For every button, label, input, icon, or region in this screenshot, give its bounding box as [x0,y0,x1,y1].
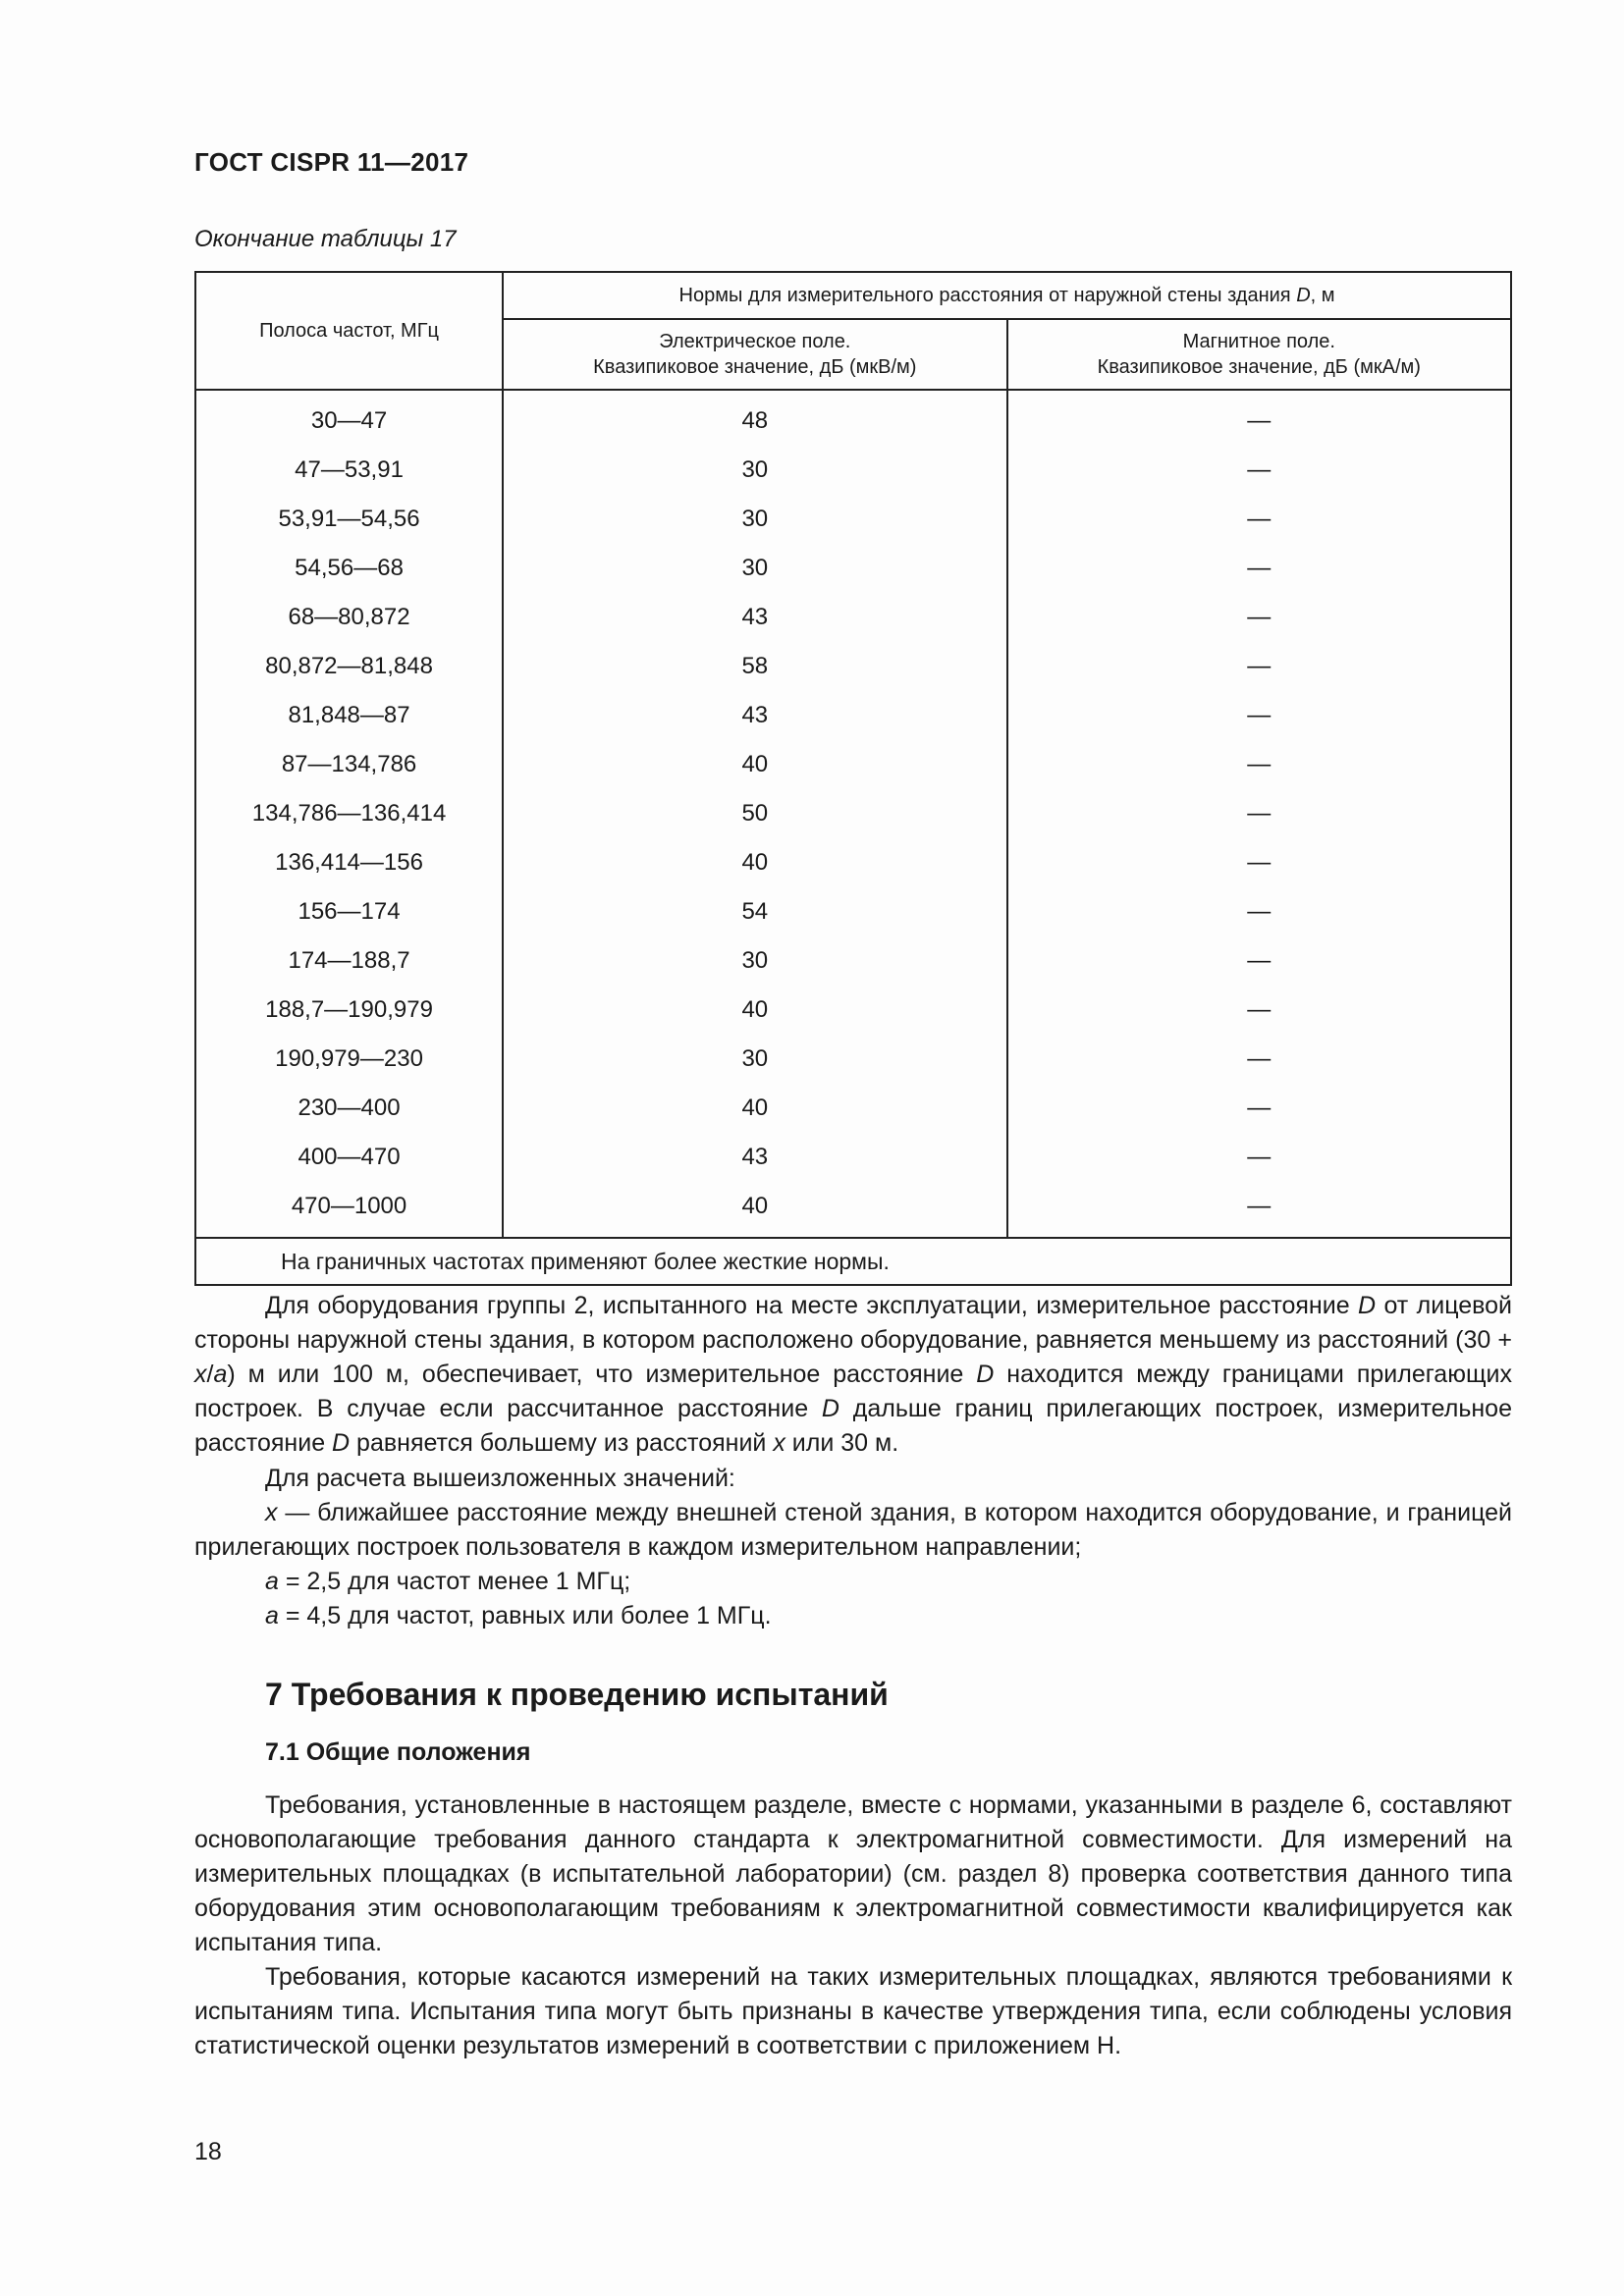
frequency-band-cell: 470—1000 [195,1182,503,1238]
p1-var-d1: D [1358,1292,1377,1319]
table-row [195,838,1511,887]
magnetic-field-norm-cell: — [1007,838,1511,887]
frequency-band-cell: 54,56—68 [195,544,503,593]
electric-field-norm-cell: 54 [503,887,1006,936]
x-variable: x [265,1499,278,1526]
table-row [195,642,1511,691]
electric-field-norm-cell: 40 [503,838,1006,887]
p1-var-d3: D [821,1395,839,1422]
table-footnote: На граничных частотах применяют более жесткие нормы. [195,1238,1511,1285]
norms-table [194,271,1512,1286]
magnetic-header-line1: Магнитное поле. [1182,331,1335,352]
p1-text-a: Для оборудования группы 2, испытанного на месте эксплуатации, измерительное расстояние [265,1292,1358,1319]
group-header-variable: D [1296,285,1311,306]
paragraph-a-high [194,1599,1512,1633]
table-row [195,593,1511,642]
electric-field-norm-cell: 43 [503,691,1006,740]
paragraph-group2-distance [194,1289,1512,1461]
frequency-band-cell: 188,7—190,979 [195,986,503,1035]
frequency-band-cell: 87—134,786 [195,740,503,789]
table-row [195,390,1511,446]
electric-field-norm-cell: 50 [503,789,1006,838]
magnetic-field-norm-cell: — [1007,691,1511,740]
document-id-header: ГОСТ CISPR 11—2017 [194,147,469,177]
magnetic-field-norm-cell: — [1007,495,1511,544]
frequency-band-cell: 47—53,91 [195,446,503,495]
column-header-frequency-band: Полоса частот, МГц [195,272,503,390]
electric-field-norm-cell: 43 [503,593,1006,642]
a-high-text: = 4,5 для частот, равных или более 1 МГц. [278,1602,772,1629]
p1-slash: / [206,1361,214,1388]
page-number: 18 [194,2138,222,2165]
p1-text-k: дальше границ прилегающих построек, измерительное расстояние [194,1395,1512,1457]
electric-field-norm-cell: 30 [503,495,1006,544]
table-row [195,1084,1511,1133]
paragraph-general-requirements: Требования, установленные в настоящем разделе, вместе с нормами, указанными в разделе 6, составляют основополагающие требования данного стандарта к электромагнитной совместимости. Для измерений на измерительных площадках (в испытательной лаборатории) (см. раздел 8) проверка соответствия данного типа оборудования этим основополагающим требованиям к электромагнитной совместимости квалифицируется как испытания типа. [194,1791,1512,1956]
table-row [195,1182,1511,1238]
paragraph-x-definition [194,1496,1512,1565]
column-header-electric-field [503,319,1006,390]
frequency-band-cell: 174—188,7 [195,936,503,986]
table-row [195,446,1511,495]
p1-var-d4: D [332,1429,351,1457]
table-row [195,1035,1511,1084]
column-group-header-norms [503,272,1511,319]
magnetic-field-norm-cell: — [1007,446,1511,495]
frequency-band-cell: 53,91—54,56 [195,495,503,544]
magnetic-field-norm-cell: — [1007,593,1511,642]
electric-field-norm-cell: 40 [503,986,1006,1035]
magnetic-field-norm-cell: — [1007,544,1511,593]
table-row [195,789,1511,838]
column-header-magnetic-field [1007,319,1511,390]
paragraph-a-low [194,1565,1512,1599]
frequency-band-cell: 81,848—87 [195,691,503,740]
group-header-text-post: , м [1310,285,1335,306]
electric-field-norm-cell: 30 [503,446,1006,495]
electric-field-norm-cell: 43 [503,1133,1006,1182]
magnetic-header-line2: Квазипиковое значение, дБ (мкА/м) [1097,356,1421,378]
magnetic-field-norm-cell: — [1007,887,1511,936]
magnetic-field-norm-cell: — [1007,789,1511,838]
a-variable-high: a [265,1602,279,1629]
p1-var-x1: x [194,1361,207,1388]
frequency-band-cell: 136,414—156 [195,838,503,887]
table-row [195,887,1511,936]
magnetic-field-norm-cell: — [1007,936,1511,986]
p1-var-d2: D [976,1361,995,1388]
p1-var-a: a [213,1361,228,1388]
magnetic-field-norm-cell: — [1007,1133,1511,1182]
p1-var-x2: x [773,1429,785,1457]
frequency-band-cell: 156—174 [195,887,503,936]
magnetic-field-norm-cell: — [1007,986,1511,1035]
table-row [195,1133,1511,1182]
a-variable-low: a [265,1568,279,1595]
table-row [195,986,1511,1035]
x-definition-text: — ближайшее расстояние между внешней стеной здания, в котором находится оборудование, и границей прилегающих построек пользователя в каждом измерительном направлении; [194,1499,1512,1561]
magnetic-field-norm-cell: — [1007,1182,1511,1238]
frequency-band-cell: 134,786—136,414 [195,789,503,838]
electric-field-norm-cell: 40 [503,1084,1006,1133]
electric-field-norm-cell: 48 [503,390,1006,446]
table-caption: Окончание таблицы 17 [194,226,457,252]
section-title: 7 Требования к проведению испытаний [265,1677,889,1712]
group-header-text-pre: Нормы для измерительного расстояния от наружной стены здания [678,285,1297,306]
frequency-band-cell: 400—470 [195,1133,503,1182]
frequency-band-cell: 230—400 [195,1084,503,1133]
table-row [195,691,1511,740]
paragraph-calc-intro: Для расчета вышеизложенных значений: [265,1465,735,1492]
p1-text-m: равняется большему из расстояний [350,1429,774,1457]
frequency-band-cell: 80,872—81,848 [195,642,503,691]
magnetic-field-norm-cell: — [1007,642,1511,691]
table-row [195,936,1511,986]
electric-field-norm-cell: 40 [503,740,1006,789]
table-row [195,544,1511,593]
table-row [195,740,1511,789]
table-body [195,390,1511,1238]
frequency-band-cell: 30—47 [195,390,503,446]
p1-text-o: или 30 м. [785,1429,899,1457]
subsection-title: 7.1 Общие положения [265,1738,531,1766]
magnetic-field-norm-cell: — [1007,1084,1511,1133]
frequency-band-cell: 190,979—230 [195,1035,503,1084]
p1-text-c: от лицевой стороны наружной стены здания, в котором расположено оборудование, равняется меньшему из расстояний (30 + [194,1292,1513,1354]
electric-field-norm-cell: 30 [503,936,1006,986]
table-row [195,495,1511,544]
magnetic-field-norm-cell: — [1007,390,1511,446]
paragraph-type-tests: Требования, которые касаются измерений на таких измерительных площадках, являются требованиями к испытаниям типа. Испытания типа могут быть признаны в качестве утверждения типа, если соблюдены условия статистической оценки результатов измерений в соответствии с приложением Н. [194,1963,1512,2059]
electric-field-norm-cell: 30 [503,1035,1006,1084]
electric-header-line2: Квазипиковое значение, дБ (мкВ/м) [593,356,917,378]
magnetic-field-norm-cell: — [1007,740,1511,789]
electric-field-norm-cell: 40 [503,1182,1006,1238]
frequency-band-cell: 68—80,872 [195,593,503,642]
electric-header-line1: Электрическое поле. [659,331,851,352]
magnetic-field-norm-cell: — [1007,1035,1511,1084]
electric-field-norm-cell: 58 [503,642,1006,691]
p1-text-g: ) м или 100 м, обеспечивает, что измерительное расстояние [227,1361,977,1388]
a-low-text: = 2,5 для частот менее 1 МГц; [278,1568,631,1595]
electric-field-norm-cell: 30 [503,544,1006,593]
p1-text-i: находится между границами прилегающих построек. В случае если рассчитанное расстояние [194,1361,1512,1422]
